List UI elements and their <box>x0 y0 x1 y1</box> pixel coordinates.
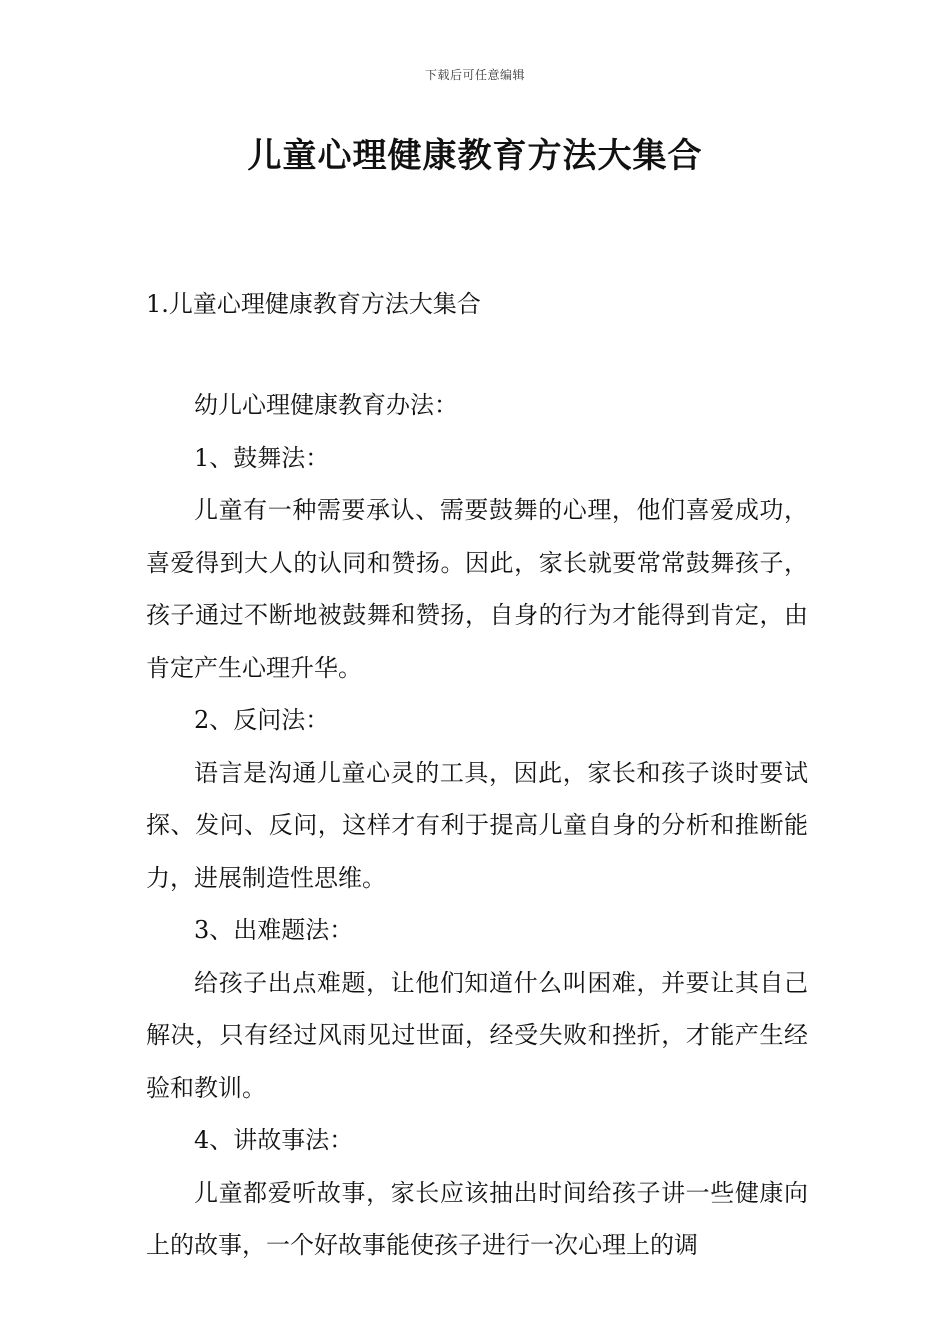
page-title: 儿童心理健康教育方法大集合 <box>247 136 703 176</box>
subheading-encouragement: 1、鼓舞法： <box>194 443 330 472</box>
subheading-questioning: 2、反问法： <box>194 706 330 734</box>
paragraph-intro: 幼儿心理健康教育办法： <box>194 391 458 419</box>
paragraph-storytelling: 儿童都爱听故事，家长应该抽出时间给孩子讲一些健康向上的故事，一个好故事能使孩子进行一次心理上的调 <box>146 1178 808 1259</box>
paragraph-encouragement: 儿童有一种需要承认、需要鼓舞的心理，他们喜爱成功，喜爱得到大人的认同和赞扬。因此，家长就要常常鼓舞孩子，孩子通过不断地被鼓舞和赞扬，自身的行为才能得到肯定，由肯定产生心理升华。 <box>146 496 808 682</box>
header-note: 下载后可任意编辑 <box>424 68 525 82</box>
subheading-storytelling: 4、讲故事法： <box>194 1126 354 1154</box>
section-heading: 1.儿童心理健康教育方法大集合 <box>146 290 481 318</box>
paragraph-questioning: 语言是沟通儿童心灵的工具，因此，家长和孩子谈时要试探、发问、反问，这样才有利于提高儿童自身的分析和推断能力，进展制造性思维。 <box>146 758 808 892</box>
subheading-challenge: 3、出难题法： <box>194 916 354 944</box>
body-text <box>146 379 808 1272</box>
paragraph-challenge: 给孩子出点难题，让他们知道什么叫困难，并要让其自己解决，只有经过风雨见过世面，经受失败和挫折，才能产生经验和教训。 <box>146 968 808 1102</box>
